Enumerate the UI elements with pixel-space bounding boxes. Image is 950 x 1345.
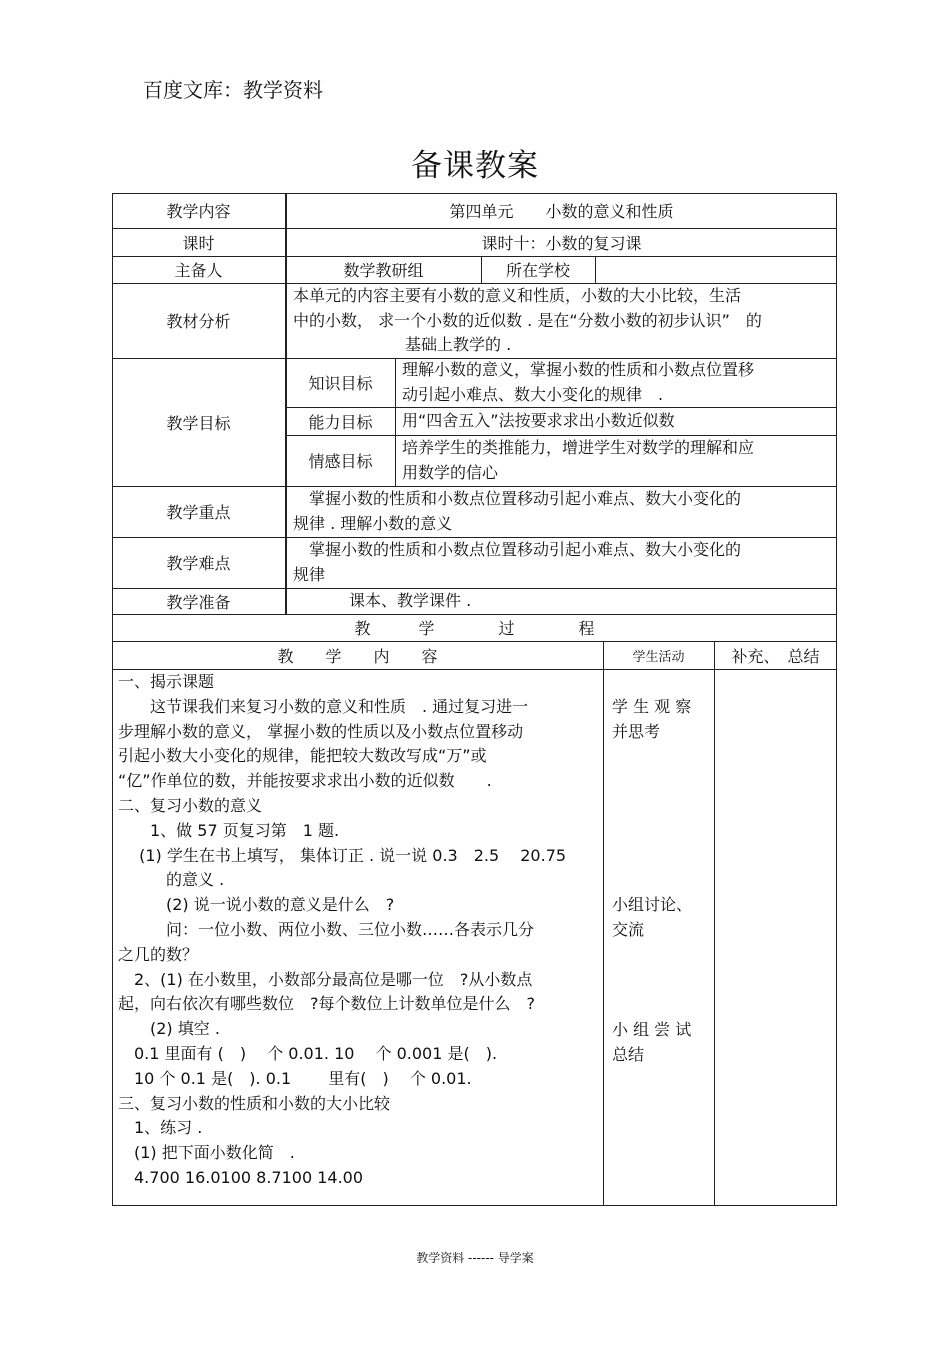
goal-emotion-text: 培养学生的类推能力，增进学生对数学的理解和应 用数学的信心 <box>402 438 755 482</box>
col-summary-header: 补充、 总结 <box>731 646 820 666</box>
keypoint-text: 掌握小数的性质和小数点位置移动引起小难点、数大小变化的 规律 . 理解小数的意义 <box>293 489 742 533</box>
document-title: 备课教案 <box>411 148 539 184</box>
content-label: 教学内容 <box>166 202 231 221</box>
goal-knowledge-text: 理解小数的意义，掌握小数的性质和小数点位置移 动引起小难点、数大小变化的规律 . <box>402 360 755 404</box>
analysis-text: 本单元的内容主要有小数的意义和性质，小数的大小比较，生活 中的小数， 求一个小数的近似数 . 是在“分数小数的初步认识” 的 基础上教学的 . <box>293 286 762 354</box>
analysis-label: 教材分析 <box>166 312 231 331</box>
keypoint-label: 教学重点 <box>166 503 231 522</box>
school-label: 所在学校 <box>505 261 570 280</box>
difficulty-label: 教学难点 <box>166 554 231 573</box>
preparer-label: 主备人 <box>174 261 223 280</box>
document-footer: 教学资料 ------ 导学案 <box>416 1251 534 1265</box>
process-content: 一、揭示课题 这节课我们来复习小数的意义和性质 . 通过复习进一 步理解小数的意义， 掌握小数的性质以及小数点位置移动 引起小数大小变化的规律，能把较大数改写成“万”或 “亿”作单位的数，并能按要求求出小数的近似数 . 二、复习小数的意义 1、做 57 页复习第 1 题. (1) 学生在书上填写， 集体订正 . 说一说 0.3 2.5 20.75 的意义 . (2) 说一说小数的意义是什么 ? 问：一位小数、两位小数、三位小数……各表示几分 之几的数？ 2、(1) 在小数里，小数部分最高位是哪一位 ?从小数点 起，向右依次有哪些数位 ?每个数位上计数单位是什么 ? (2) 填空 . 0.1 里面有 ( ) 个 0.01. 10 个 0.001 是( ). 10 个 0.1 是( ). 0.1 里有( ) 个 0.01. 三、复习小数的性质和小数的大小比较 1、练习 . (1) 把下面小数化简 . 4.700 16.0100 8.7100 14.00 <box>118 672 567 1187</box>
school-value <box>595 256 837 283</box>
document-header: 百度文库：教学资料 <box>143 78 323 102</box>
activity-discuss: 小组讨论、 交流 <box>612 895 693 939</box>
process-heading: 教 学 过 程 <box>354 619 595 638</box>
col-content-header: 教 学 内 容 <box>277 646 438 666</box>
prep-value: 课本、教学课件 . <box>349 591 472 610</box>
difficulty-text: 掌握小数的性质和小数点位置移动引起小难点、数大小变化的 规律 <box>293 540 742 584</box>
preparer-value: 数学教研组 <box>343 261 424 280</box>
prep-label: 教学准备 <box>166 592 231 612</box>
activity-try: 小 组 尝 试 总结 <box>612 1020 692 1064</box>
goal-emotion-label: 情感目标 <box>308 452 373 471</box>
goal-ability-label: 能力目标 <box>308 412 373 432</box>
goal-ability-text: 用“四舍五入”法按要求求出小数近似数 <box>402 411 675 430</box>
goal-knowledge-label: 知识目标 <box>308 374 373 393</box>
goals-label: 教学目标 <box>166 413 231 433</box>
content-value: 第四单元 小数的意义和性质 <box>449 202 674 221</box>
col-activity-header: 学生活动 <box>632 649 685 665</box>
lesson-label: 课时 <box>182 233 215 253</box>
lesson-value: 课时十：小数的复习课 <box>481 233 642 253</box>
activity-observe: 学 生 观 察 并思考 <box>612 697 692 741</box>
